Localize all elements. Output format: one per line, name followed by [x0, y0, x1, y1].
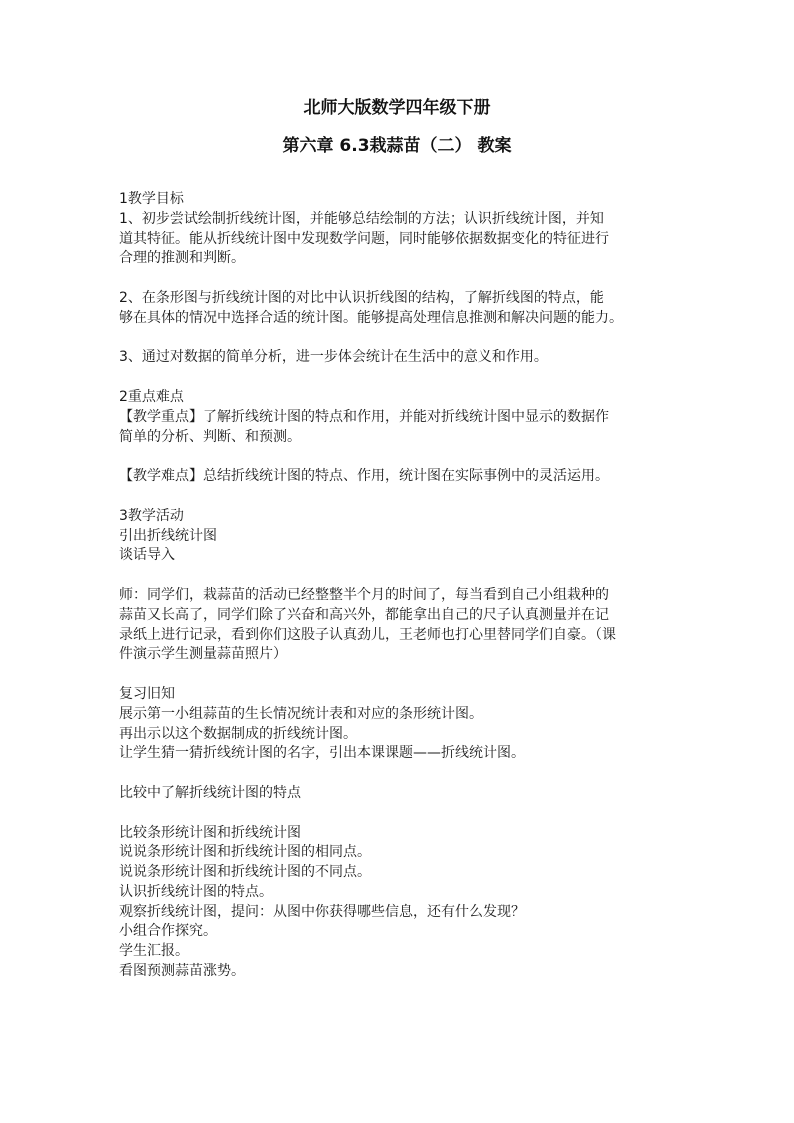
paragraph-gap: [119, 804, 681, 824]
subsection-heading: 比较中了解折线统计图的特点: [119, 784, 301, 801]
paragraph-line: 师：同学们，栽蒜苗的活动已经整整半个月的时间了，每当看到自己小组栽种的: [119, 586, 609, 603]
paragraph-line: 再出示以这个数据制成的折线统计图。: [119, 725, 357, 742]
paragraph-gap: [119, 665, 681, 685]
subsection-heading: 谈话导入: [119, 547, 175, 564]
paragraph-line: 蒜苗又长高了，同学们除了兴奋和高兴外，都能拿出自己的尺子认真测量并在记: [119, 606, 609, 623]
paragraph-gap: [119, 566, 681, 586]
section-heading-key-points: 2重点难点: [119, 388, 184, 405]
subsection-heading: 复习旧知: [119, 685, 175, 702]
paragraph-line: 够在具体的情况中选择合适的统计图。能够提高处理信息推测和解决问题的能力。: [119, 309, 623, 326]
paragraph-line: 说说条形统计图和折线统计图的不同点。: [119, 864, 371, 881]
paragraph-line: 认识折线统计图的特点。: [119, 883, 273, 900]
section-heading-activities: 3教学活动: [119, 507, 184, 524]
paragraph-line: 让学生猜一猜折线统计图的名字，引出本课课题——折线统计图。: [119, 745, 525, 762]
paragraph-gap: [119, 329, 681, 349]
paragraph-line: 合理的推测和判断。: [119, 250, 245, 267]
paragraph-line: 小组合作探究。: [119, 923, 217, 940]
paragraph-line: 学生汇报。: [119, 943, 189, 960]
subsection-heading: 引出折线统计图: [119, 527, 217, 544]
section-heading-goals: 1教学目标: [119, 191, 184, 207]
paragraph-line: 道其特征。能从折线统计图中发现数学问题，同时能够依据数据变化的特征进行: [119, 230, 609, 247]
paragraph-line: 【教学难点】总结折线统计图的特点、作用，统计图在实际事例中的灵活运用。: [119, 468, 609, 485]
paragraph-line: 简单的分析、判断、和预测。: [119, 428, 301, 445]
paragraph-line: 件演示学生测量蒜苗照片）: [119, 646, 287, 663]
document-body: [119, 190, 681, 982]
paragraph-line: 1、初步尝试绘制折线统计图，并能够总结绘制的方法；认识折线统计图，并知: [119, 210, 604, 227]
paragraph-line: 【教学重点】了解折线统计图的特点和作用，并能对折线统计图中显示的数据作: [119, 408, 609, 425]
paragraph-line: 展示第一小组蒜苗的生长情况统计表和对应的条形统计图。: [119, 705, 483, 722]
paragraph-line: 录纸上进行记录，看到你们这股子认真劲儿，王老师也打心里替同学们自豪。（课: [119, 626, 616, 643]
paragraph-gap: [119, 269, 681, 289]
paragraph-line: 看图预测蒜苗涨势。: [119, 963, 245, 980]
paragraph-line: 2、在条形图与折线统计图的对比中认识折线图的结构，了解折线图的特点，能: [119, 289, 604, 306]
paragraph-gap: [119, 764, 681, 784]
paragraph-gap: [119, 487, 681, 507]
paragraph-line: 比较条形统计图和折线统计图: [119, 824, 301, 841]
paragraph-gap: [119, 368, 681, 388]
paragraph-line: 3、通过对数据的简单分析，进一步体会统计在生活中的意义和作用。: [119, 349, 548, 366]
document-title: 北师大版数学四年级下册: [303, 98, 491, 118]
paragraph-line: 观察折线统计图，提问：从图中你获得哪些信息，还有什么发现？: [119, 903, 525, 920]
paragraph-line: 说说条形统计图和折线统计图的相同点。: [119, 844, 371, 861]
document-subtitle: 第六章 6.3栽蒜苗（二） 教案: [282, 136, 512, 156]
paragraph-gap: [119, 447, 681, 467]
